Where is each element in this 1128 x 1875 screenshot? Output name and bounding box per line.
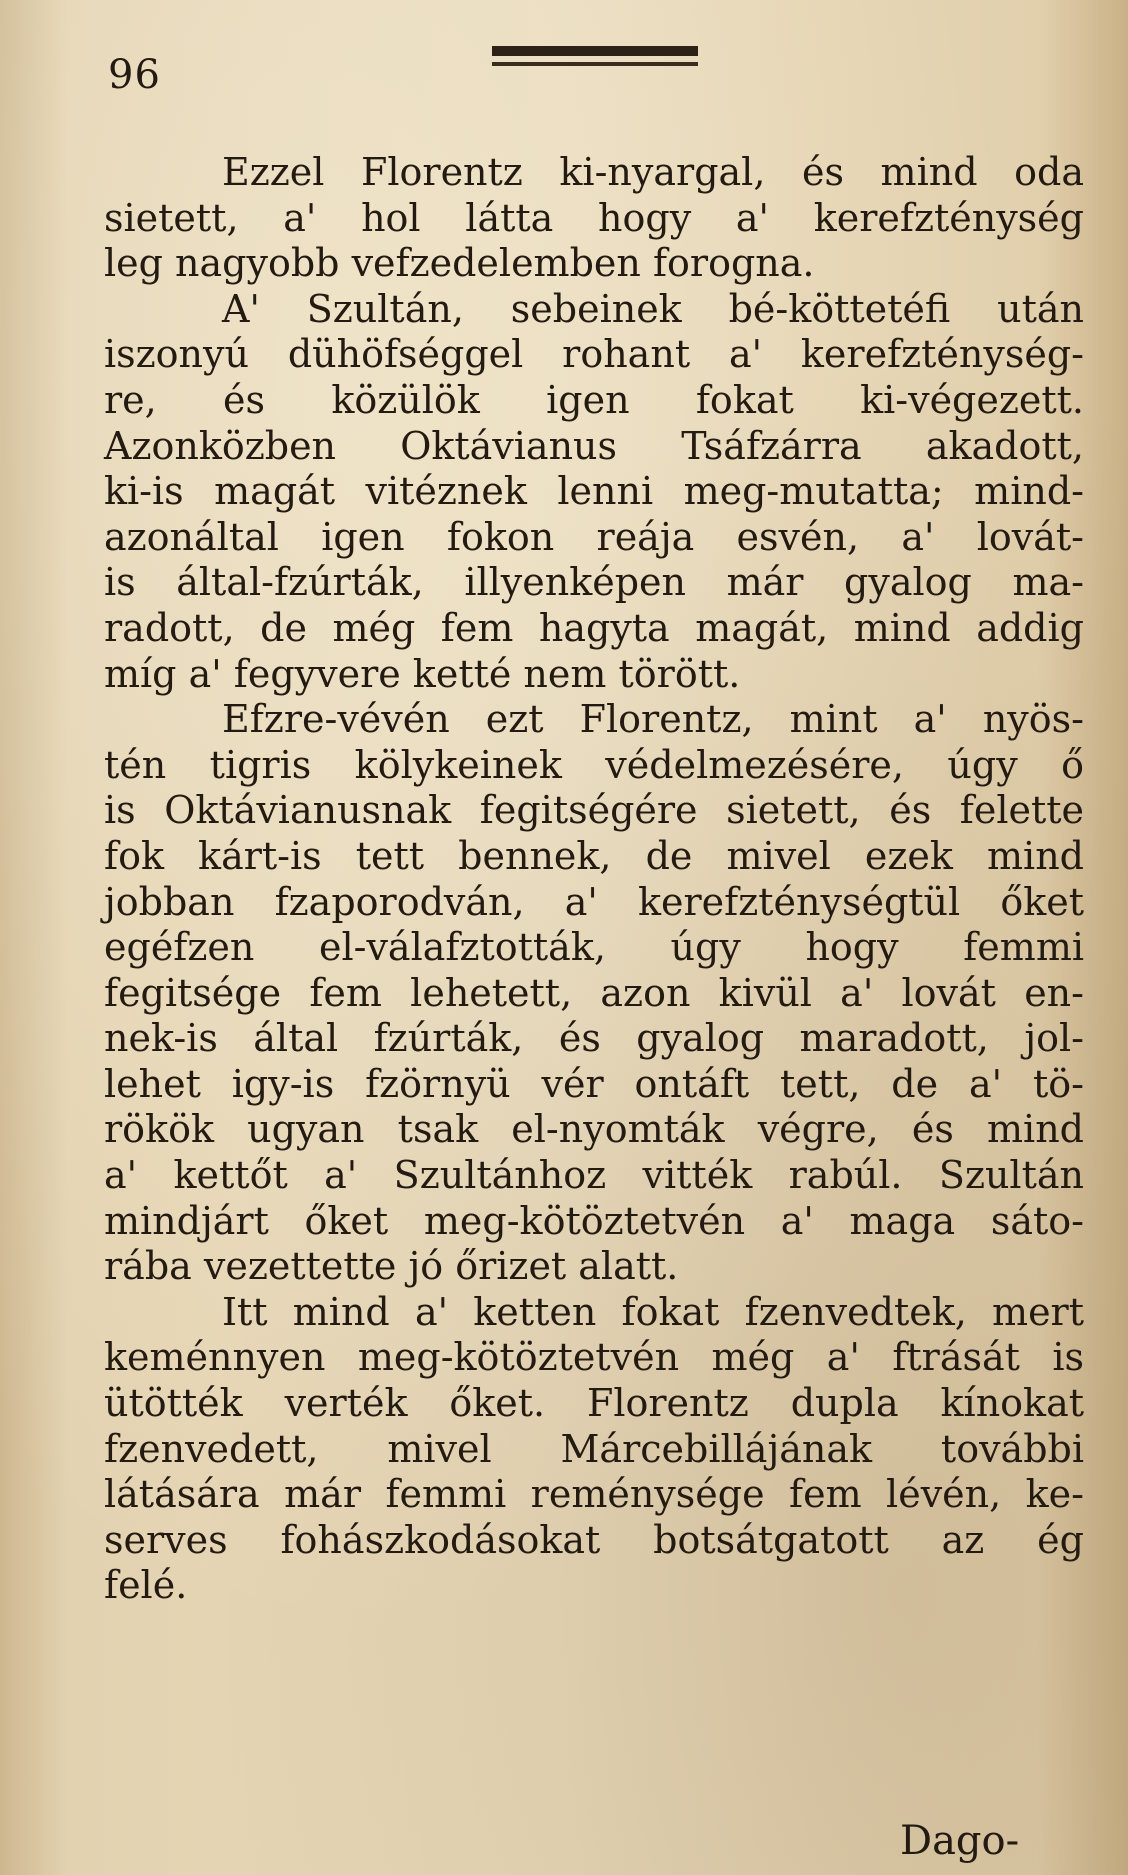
text-line: keménnyen meg-kötöztetvén még a' ftrását is <box>104 1335 1084 1380</box>
text-line: iszonyú dühöfséggel rohant a' kerefzténység- <box>104 332 1084 377</box>
text-line: Azonközben Oktávianus Tsáfzárra akadott, <box>104 423 1084 468</box>
ornament-bar-bottom <box>492 62 698 66</box>
text-line: tén tigris kölykeinek védelmezésére, úgy ő <box>104 742 1084 787</box>
text-line: Itt mind a' ketten fokat fzenvedtek, mert <box>222 1289 1084 1334</box>
text-line: Efzre-vévén ezt Florentz, mint a' nyös- <box>222 697 1084 742</box>
text-line: nek-is által fzúrták, és gyalog maradott, jol- <box>104 1016 1084 1061</box>
text-line: A' Szultán, sebeinek bé-köttetéfi után <box>222 286 1084 331</box>
catchword: Dago- <box>900 1818 1020 1864</box>
text-line: mindjárt őket meg-kötöztetvén a' maga sáto- <box>104 1198 1084 1243</box>
text-line: re, és közülök igen fokat ki-végezett. <box>104 377 1084 422</box>
text-line: jobban fzaporodván, a' kerefzténységtül őket <box>104 879 1084 924</box>
page-number: 96 <box>108 52 161 98</box>
text-line: radott, de még fem hagyta magát, mind addig <box>104 605 1084 650</box>
text-line: rába vezettette jó őrizet alatt. <box>104 1244 679 1289</box>
body-text <box>104 150 1084 1609</box>
text-line: is által-fzúrták, illyenképen már gyalog ma- <box>104 560 1084 605</box>
text-line: Ezzel Florentz ki-nyargal, és mind oda <box>222 150 1084 194</box>
text-line: rökök ugyan tsak el-nyomták végre, és mind <box>104 1107 1084 1152</box>
header-ornament <box>492 46 698 72</box>
ornament-bar-top <box>492 46 698 56</box>
text-line: míg a' fegyvere ketté nem törött. <box>104 651 741 696</box>
text-line: fegitsége fem lehetett, azon kivül a' lovát en- <box>104 970 1084 1015</box>
text-line: fok kárt-is tett bennek, de mivel ezek mind <box>104 833 1084 878</box>
text-line: leg nagyobb vefzedelemben forogna. <box>104 241 815 286</box>
text-line: azonáltal igen fokon reája esvén, a' lovát- <box>104 514 1084 559</box>
text-line: fzenvedett, mivel Márcebillájának további <box>104 1426 1084 1471</box>
text-line: ütötték verték őket. Florentz dupla kínokat <box>104 1381 1084 1426</box>
text-line: látására már femmi reménysége fem lévén, ke- <box>104 1472 1084 1517</box>
text-line: felé. <box>104 1563 188 1608</box>
text-line: is Oktávianusnak fegitségére sietett, és felette <box>104 788 1084 833</box>
text-line: serves fohászkodásokat botsátgatott az ég <box>104 1517 1084 1562</box>
text-line: sietett, a' hol látta hogy a' kerefzténység <box>104 195 1084 240</box>
text-line: a' kettőt a' Szultánhoz vitték rabúl. Szultán <box>104 1153 1084 1198</box>
text-line: lehet igy-is fzörnyü vér ontáft tett, de a' tö- <box>104 1061 1084 1106</box>
text-line: egéfzen el-válafztották, úgy hogy femmi <box>104 925 1084 970</box>
text-line: ki-is magát vitéznek lenni meg-mutatta; mind- <box>104 469 1084 514</box>
